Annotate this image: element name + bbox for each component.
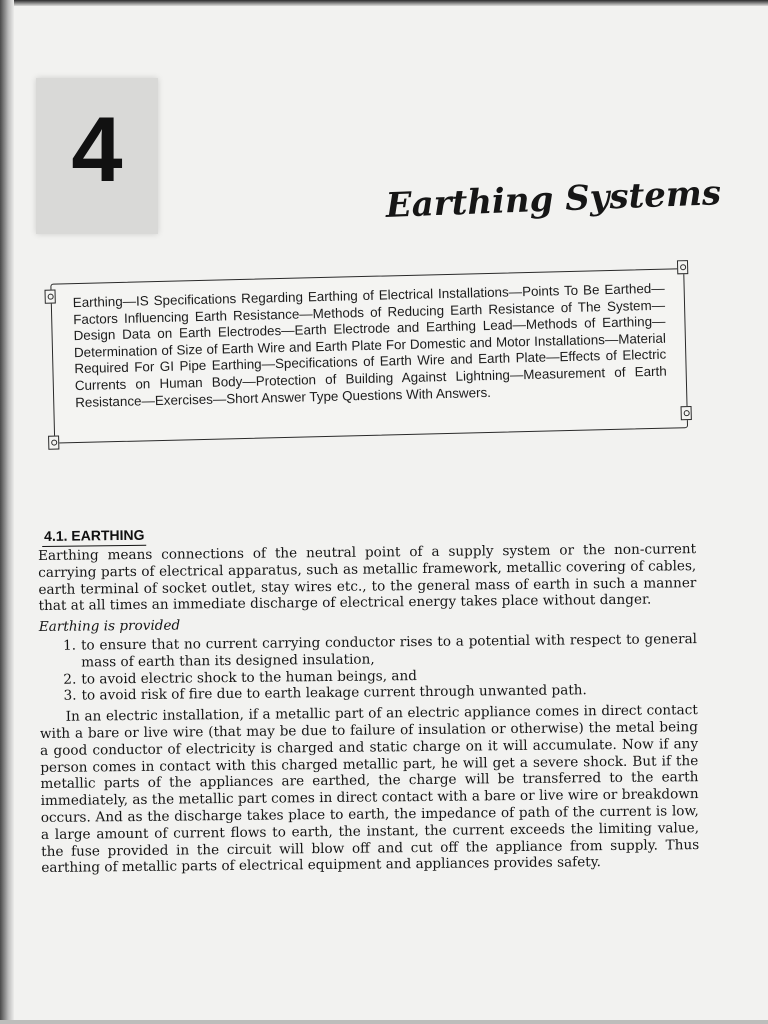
page-binding-shadow — [0, 0, 14, 1024]
scroll-corner-top-left — [44, 290, 55, 304]
section-body — [38, 541, 699, 877]
page-top-edge — [0, 0, 768, 6]
subheading: Earthing is provided — [38, 617, 181, 636]
explanation-paragraph: In an electric installation, if a metallic part of an electric appliance comes in direct contact with a bare or live wire (that may be due to failure of insulation or otherwise) the metal being a good conductor of electricity is charged and static charge on it will accumulate. Now if any person comes in contact with this charged metallic part, he will get a severe shock. But if the metallic parts of the appliances are earthed, the charge will be transferred to the earth immediately, as the metallic part comes in direct contact with a bare or live wire or breakdown occurs. And as the discharge takes place to earth, the impedance of path of the current is low, a large amount of current flows to earth, the instant, the current exceeds the limiting value, the fuse provided in the circuit will blow off and cut off the appliance from supply. Thus earthing of metallic parts of electrical equipment and appliances provides safety. — [39, 702, 700, 877]
list-text: to avoid risk of fire due to earth leakage current through unwanted path. — [81, 682, 587, 704]
scroll-corner-bottom-left — [48, 435, 59, 449]
list-text: to ensure that no current carrying conductor rises to a potential with respect to general mass of earth than its designed insulation, — [80, 631, 698, 671]
chapter-number-box — [36, 78, 158, 234]
list-number: 1. — [62, 637, 77, 654]
section-heading: 4.1. EARTHING — [42, 527, 147, 547]
contents-summary: Earthing—IS Specifications Regarding Earthing of Electrical Installations—Points To Be Earthed—Factors Influencing Earth Resistance—Methods of Reducing Earth Resistance of The System—Design Data on Earth Electrodes—Earth Electrode and Earthing Lead—Methods of Earthing—Determination of Size of Earth Wire and Earth Plate For Domestic and Motor Installations—Material Required For GI Pipe Earthing—Specifications of Earth Wire and Earth Plate—Effects of Electric Currents on Human Body—Protection of Building Against Lightning—Measurement of Earth Resistance—Exercises—Short Answer Type Questions With Answers. — [72, 280, 667, 410]
chapter-title: Earthing Systems — [385, 173, 722, 226]
list-text: to avoid electric shock to the human beings, and — [81, 667, 418, 688]
reasons-list — [39, 631, 698, 705]
list-number: 3. — [63, 687, 77, 705]
chapter-contents-scroll — [36, 254, 700, 460]
intro-paragraph: Earthing means connections of the neutral point of a supply system or the non-current carrying parts of electrical apparatus, such as metallic framework, metallic covering of cables, earth terminal of socket outlet, stay wires etc., to the general mass of earth in such a manner that at all times an immediate discharge of electrical energy takes place without danger. — [38, 541, 697, 615]
page-bottom-edge — [0, 1020, 768, 1024]
scroll-corner-bottom-right — [681, 406, 692, 420]
scroll-corner-top-right — [677, 260, 688, 274]
chapter-number: 4 — [71, 99, 123, 201]
list-number: 2. — [63, 671, 77, 688]
